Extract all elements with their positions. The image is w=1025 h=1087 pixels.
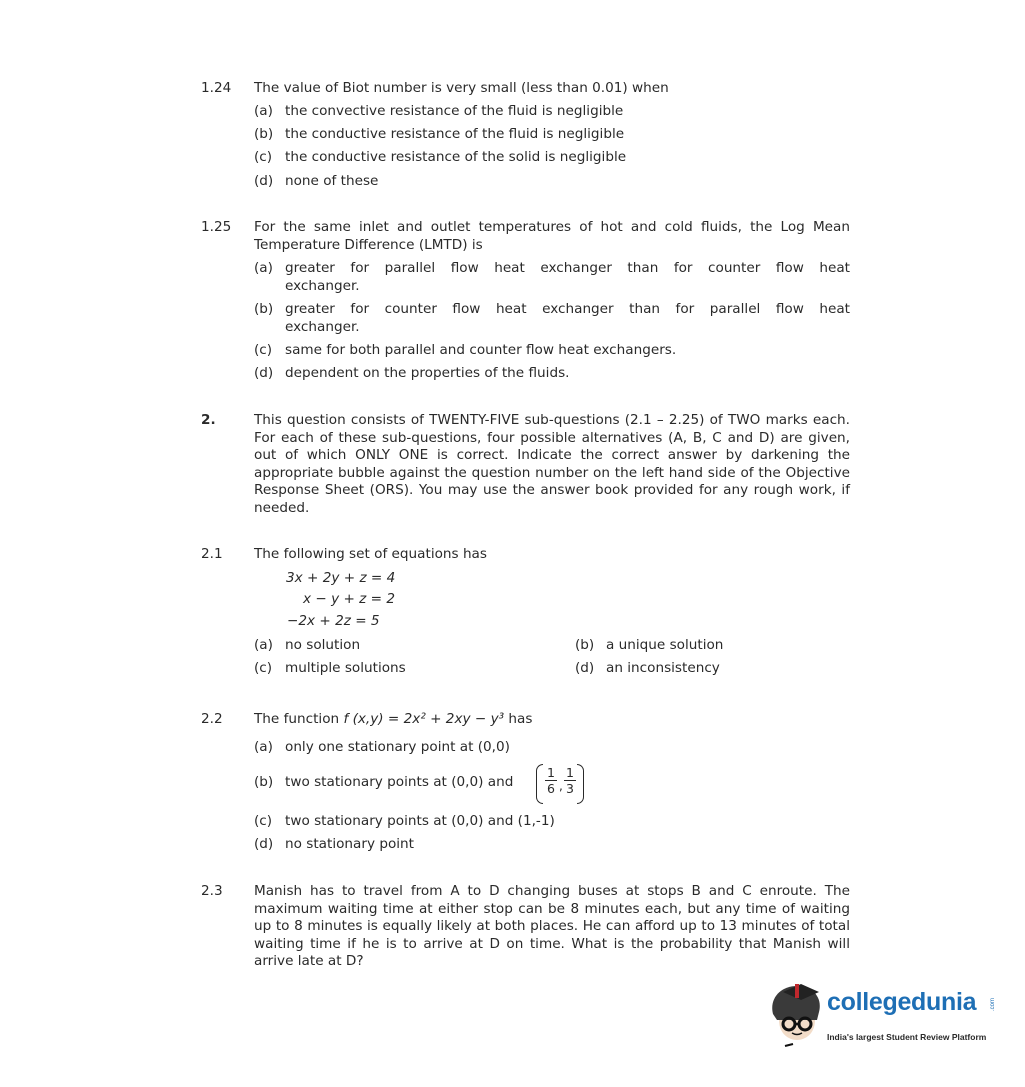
question-text: The following set of equations has (254, 546, 487, 562)
function-expression: f (x,y) = 2x² + 2xy − y³ (343, 711, 505, 727)
equation-2: x − y + z = 2 (303, 591, 395, 607)
logo-tagline: India's largest Student Review Platform (827, 1032, 987, 1042)
option-c (254, 149, 626, 167)
question-text: The value of Biot number is very small (less than 0.01) when (254, 80, 669, 96)
option-label: (d) (254, 173, 274, 189)
option-c (254, 660, 406, 678)
logo-wordmark: collegedunia (827, 988, 977, 1016)
denominator: 3 (566, 781, 574, 796)
option-label: (a) (254, 260, 273, 276)
question-number: 2.2 (201, 711, 223, 727)
option-text: the conductive resistance of the fluid is negligible (285, 126, 625, 142)
question-number: 2.1 (201, 546, 223, 562)
option-a (254, 637, 360, 655)
option-label: (b) (575, 637, 595, 653)
option-text-continued: exchanger. (285, 277, 360, 294)
option-text: greater for counter flow heat exchanger than for parallel flow heat (285, 301, 850, 317)
option-label: (b) (254, 301, 274, 317)
option-d (254, 365, 569, 383)
option-label: (c) (254, 342, 273, 358)
right-paren (577, 764, 584, 804)
option-c (254, 813, 555, 831)
option-text: a unique solution (606, 637, 724, 653)
option-text: no stationary point (285, 836, 414, 852)
option-a (254, 103, 623, 121)
stationary-point-fraction (536, 764, 584, 802)
option-label: (d) (575, 660, 595, 676)
question-text (254, 711, 850, 729)
option-d (575, 660, 720, 678)
collegedunia-logo[interactable] (767, 980, 996, 1048)
option-b (254, 126, 624, 144)
option-b (575, 637, 723, 655)
option-text: multiple solutions (285, 660, 406, 676)
option-text: no solution (285, 637, 361, 653)
equation-3: −2x + 2z = 5 (287, 613, 380, 629)
section-instructions: This question consists of TWENTY-FIVE sub-questions (2.1 – 2.25) of TWO marks each. For each of these sub-questions, four possible alternatives (A, B, C and D) are given, out of which ONLY ONE is correct. Indicate the correct answer by darkening the appropriate bubble against the question number on the left hand side of the Objective Response Sheet (ORS). You may use the answer book provided for any rough work, if needed. (254, 412, 850, 516)
question-number: 1.25 (201, 219, 232, 235)
question-number: 2.3 (201, 883, 223, 899)
option-label: (b) (254, 774, 274, 790)
question-text-suffix: has (508, 711, 533, 727)
option-d (254, 173, 378, 191)
option-a (254, 739, 510, 757)
option-label: (a) (254, 739, 273, 755)
option-b (254, 774, 513, 792)
option-text: same for both parallel and counter flow heat exchangers. (285, 342, 677, 358)
option-label: (c) (254, 149, 273, 165)
fraction-x (545, 765, 557, 796)
option-text: the convective resistance of the fluid is negligible (285, 103, 624, 119)
question-text: Manish has to travel from A to D changing buses at stops B and C enroute. The maximum waiting time at either stop can be 8 minutes each, but any time of waiting up to 8 minutes is equally likely at both places. He can afford up to 13 minutes of total waiting time if he is to arrive at D on time. What is the probability that Manish will arrive late at D? (254, 883, 850, 969)
question-text: For the same inlet and outlet temperatures of hot and cold fluids, the Log Mean Temperature Difference (LMTD) is (254, 219, 850, 253)
option-text: the conductive resistance of the solid is negligible (285, 149, 627, 165)
denominator: 6 (547, 781, 555, 796)
option-a (254, 260, 850, 295)
option-label: (b) (254, 126, 274, 142)
option-label: (d) (254, 836, 274, 852)
option-c (254, 342, 676, 360)
option-label: (a) (254, 637, 273, 653)
option-label: (c) (254, 813, 273, 829)
equation-1: 3x + 2y + z = 4 (286, 570, 396, 586)
question-text-prefix: The function (254, 711, 340, 727)
option-text: only one stationary point at (0,0) (285, 739, 510, 755)
option-label: (c) (254, 660, 273, 676)
option-text: two stationary points at (0,0) and (1,-1) (285, 813, 555, 829)
option-text: greater for parallel flow heat exchanger than for counter flow heat (285, 260, 850, 276)
option-text: an inconsistency (606, 660, 720, 676)
mascot-icon (767, 980, 827, 1048)
logo-domain-suffix: .com (990, 998, 996, 1012)
numerator: 1 (545, 765, 557, 781)
option-text: dependent on the properties of the fluids. (285, 365, 570, 381)
option-text-continued: exchanger. (285, 318, 360, 335)
option-d (254, 836, 414, 854)
option-text: two stationary points at (0,0) and (285, 774, 514, 790)
option-b (254, 301, 850, 336)
question-number: 1.24 (201, 80, 232, 96)
left-paren (536, 764, 543, 804)
option-label: (a) (254, 103, 273, 119)
section-number: 2. (201, 412, 216, 428)
option-text: none of these (285, 173, 379, 189)
option-label: (d) (254, 365, 274, 381)
fraction-y (564, 765, 576, 796)
comma: , (559, 779, 563, 793)
numerator: 1 (564, 765, 576, 781)
